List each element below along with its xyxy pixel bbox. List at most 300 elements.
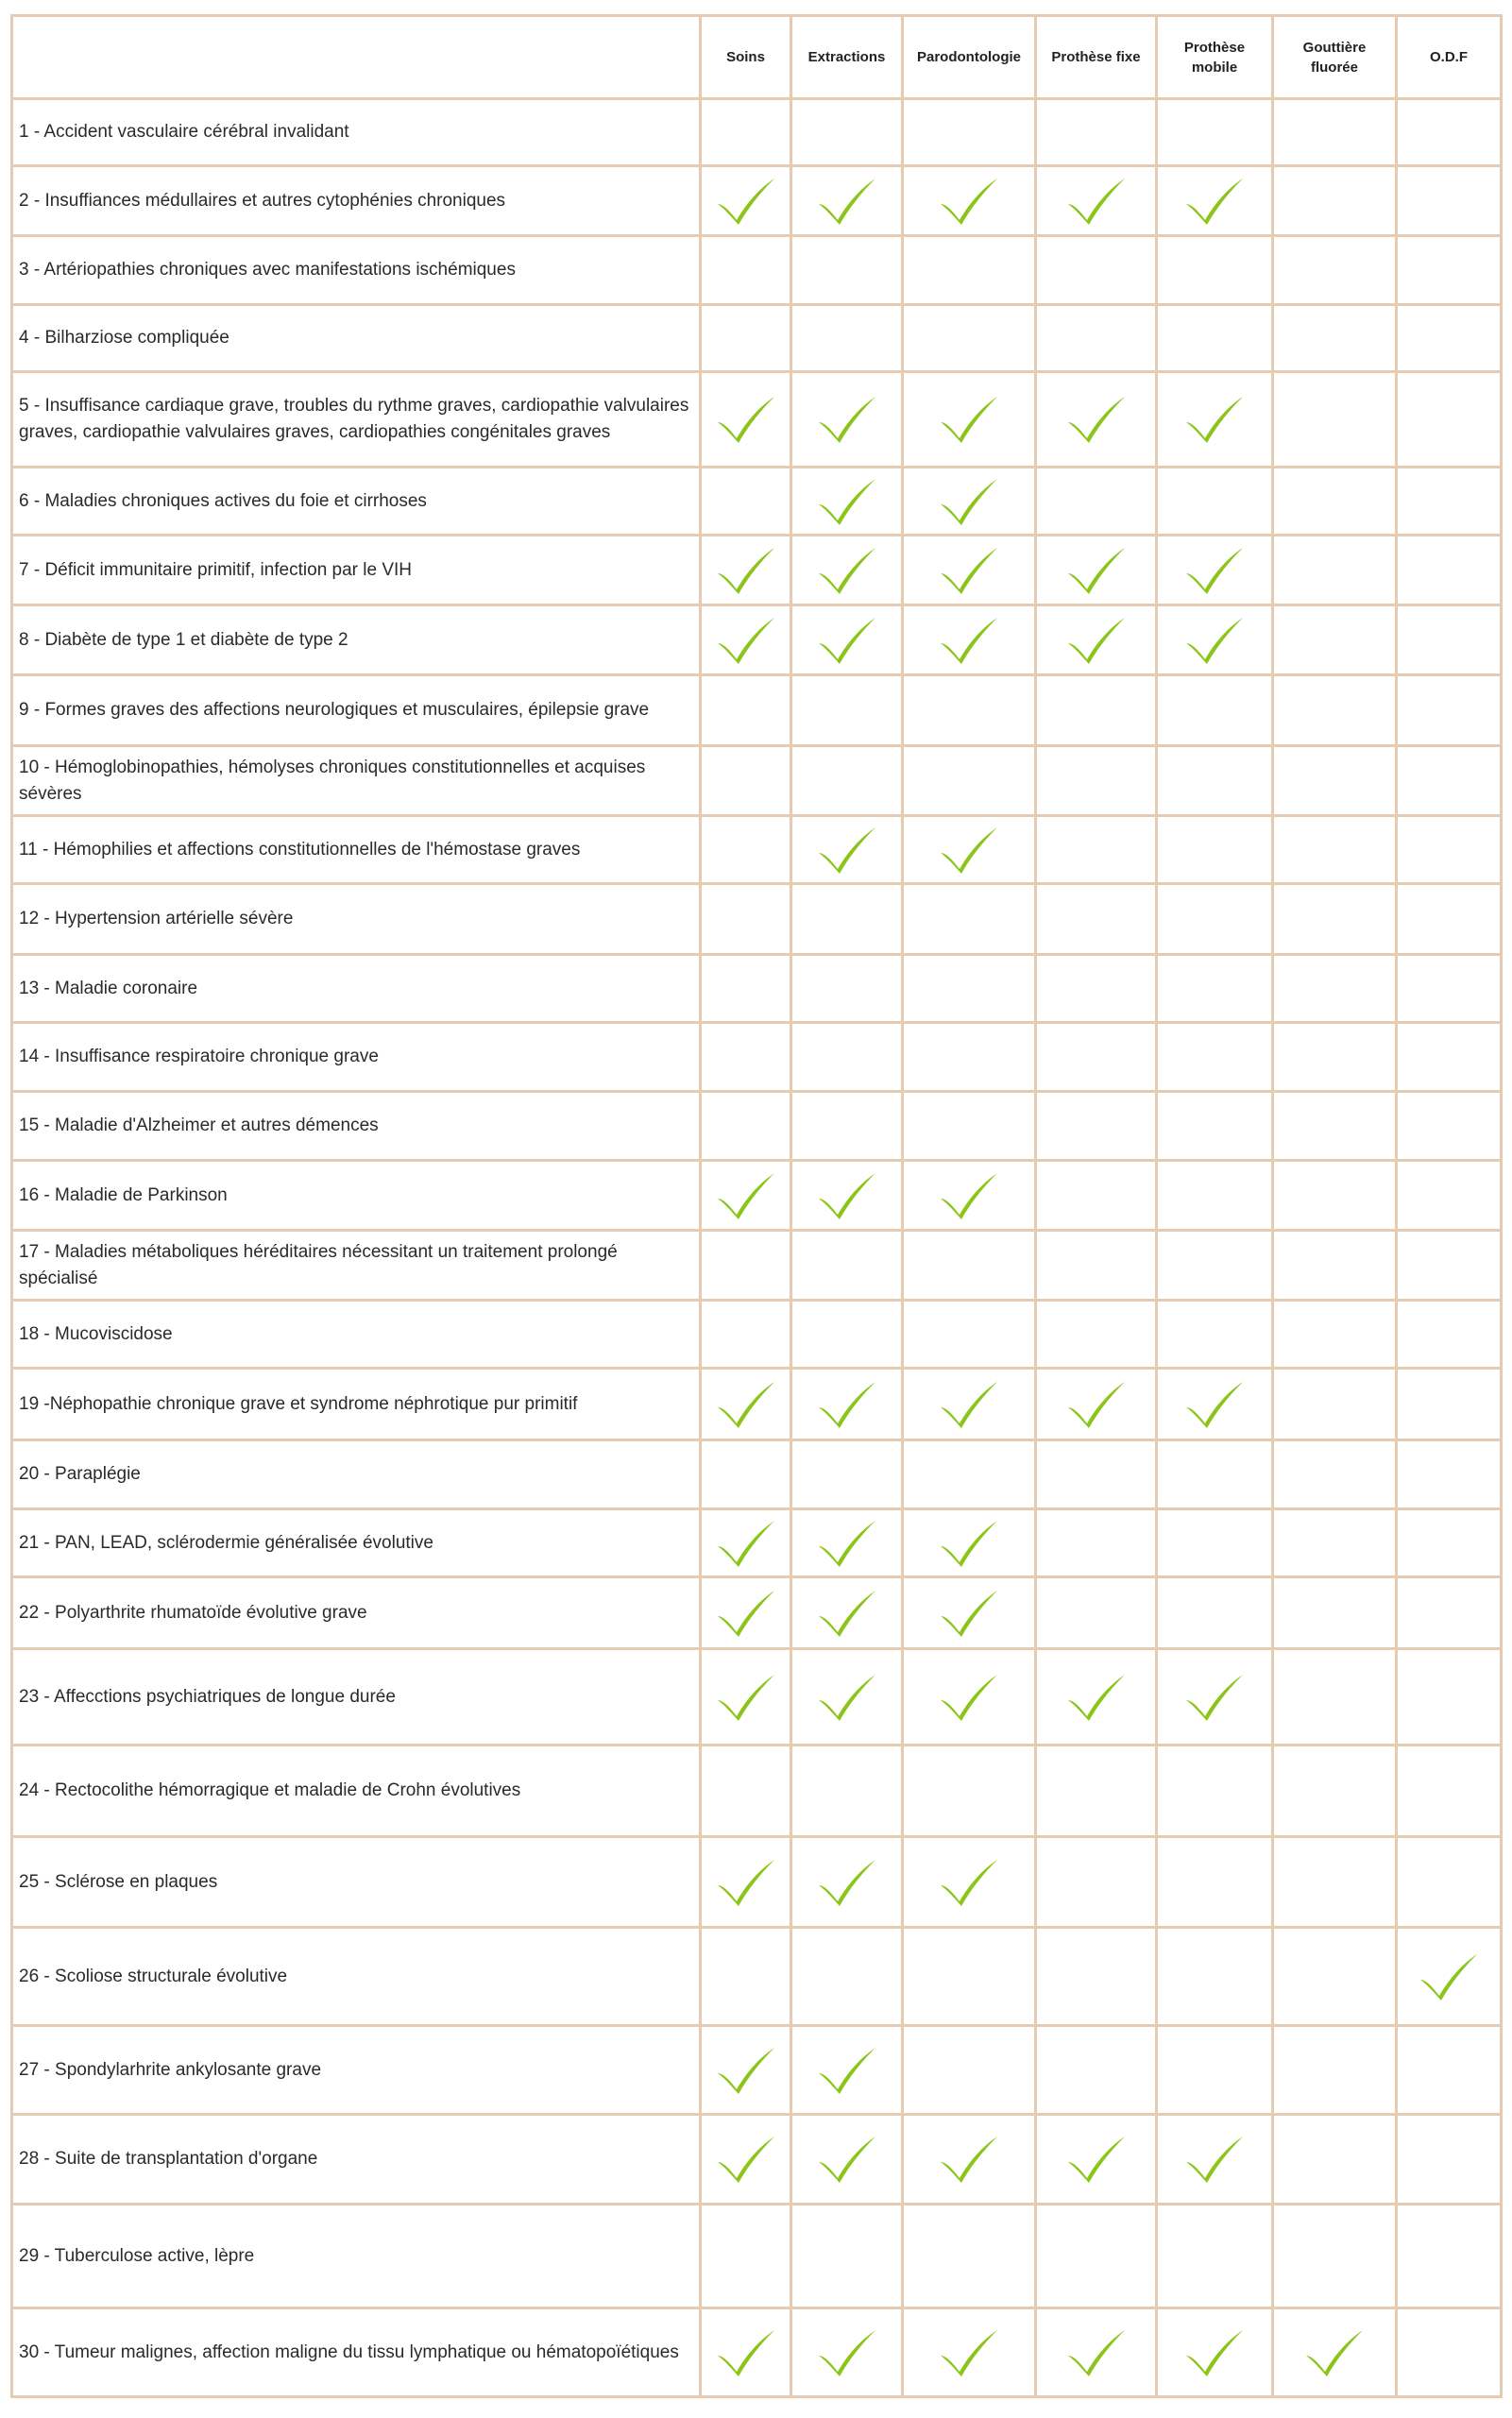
check-cell	[791, 2026, 903, 2115]
check-cell	[1397, 605, 1502, 675]
condition-label: 24 - Rectocolithe hémorragique et maladie de Crohn évolutives	[12, 1745, 701, 1837]
check-cell	[903, 536, 1036, 605]
check-cell	[791, 2115, 903, 2205]
header-row	[12, 16, 1502, 99]
checkmark-icon	[816, 615, 878, 666]
check-cell	[903, 1745, 1036, 1837]
check-cell	[1157, 236, 1273, 305]
check-cell	[1157, 1023, 1273, 1092]
checkmark-icon	[816, 825, 878, 876]
table-row	[12, 372, 1502, 468]
condition-label: 28 - Suite de transplantation d'organe	[12, 2115, 701, 2205]
condition-label: 15 - Maladie d'Alzheimer et autres démences	[12, 1092, 701, 1161]
check-cell	[1036, 1231, 1157, 1301]
table-row	[12, 1092, 1502, 1161]
condition-label: 10 - Hémoglobinopathies, hémolyses chroniques constitutionnelles et acquises sévères	[12, 746, 701, 816]
checkmark-icon	[1065, 1379, 1128, 1430]
check-cell	[903, 675, 1036, 746]
check-cell	[1273, 1231, 1397, 1301]
check-cell	[1036, 884, 1157, 955]
check-cell	[791, 536, 903, 605]
checkmark-icon	[1065, 2134, 1128, 2185]
checkmark-icon	[816, 1672, 878, 1723]
check-cell	[1157, 1837, 1273, 1928]
check-cell	[903, 1577, 1036, 1649]
check-cell	[791, 1577, 903, 1649]
table-row	[12, 1023, 1502, 1092]
check-cell	[791, 884, 903, 955]
condition-label: 19 -Néphopathie chronique grave et syndrome néphrotique pur primitif	[12, 1369, 701, 1440]
table-row	[12, 2205, 1502, 2308]
ald-dental-care-table	[10, 14, 1503, 2398]
check-cell	[791, 236, 903, 305]
check-cell	[1397, 884, 1502, 955]
check-cell	[1397, 1509, 1502, 1577]
checkmark-icon	[715, 394, 777, 445]
check-cell	[903, 1092, 1036, 1161]
checkmark-icon	[1065, 1672, 1128, 1723]
table-row	[12, 1928, 1502, 2026]
check-cell	[1397, 1301, 1502, 1369]
table-container	[10, 14, 1503, 2398]
check-cell	[1036, 2308, 1157, 2397]
check-cell	[1036, 955, 1157, 1023]
check-cell	[701, 1369, 791, 1440]
condition-label: 9 - Formes graves des affections neurologiques et musculaires, épilepsie grave	[12, 675, 701, 746]
check-cell	[1157, 1745, 1273, 1837]
check-cell	[1273, 372, 1397, 468]
checkmark-icon	[938, 394, 1000, 445]
check-cell	[903, 305, 1036, 372]
table-row	[12, 236, 1502, 305]
check-cell	[791, 1745, 903, 1837]
check-cell	[1036, 166, 1157, 236]
check-cell	[1273, 2115, 1397, 2205]
checkmark-icon	[816, 176, 878, 227]
check-cell	[1157, 816, 1273, 884]
check-cell	[1273, 1369, 1397, 1440]
table-row	[12, 1231, 1502, 1301]
check-cell	[1157, 675, 1273, 746]
table-row	[12, 955, 1502, 1023]
check-cell	[1036, 1301, 1157, 1369]
check-cell	[701, 2026, 791, 2115]
checkmark-icon	[816, 1518, 878, 1569]
check-cell	[1157, 1301, 1273, 1369]
check-cell	[903, 955, 1036, 1023]
check-cell	[701, 1023, 791, 1092]
check-cell	[1273, 305, 1397, 372]
check-cell	[1273, 536, 1397, 605]
check-cell	[1157, 884, 1273, 955]
check-cell	[1397, 2308, 1502, 2397]
check-cell	[1273, 99, 1397, 166]
column-header: Prothèse fixe	[1036, 16, 1157, 99]
check-cell	[903, 1161, 1036, 1231]
table-row	[12, 99, 1502, 166]
check-cell	[701, 1837, 791, 1928]
check-cell	[701, 1440, 791, 1509]
check-cell	[903, 1301, 1036, 1369]
check-cell	[701, 1928, 791, 2026]
checkmark-icon	[816, 476, 878, 527]
check-cell	[791, 1231, 903, 1301]
checkmark-icon	[1183, 545, 1246, 596]
check-cell	[1036, 1649, 1157, 1745]
check-cell	[791, 605, 903, 675]
check-cell	[903, 99, 1036, 166]
table-row	[12, 1837, 1502, 1928]
check-cell	[1397, 1023, 1502, 1092]
check-cell	[1036, 1023, 1157, 1092]
condition-label: 11 - Hémophilies et affections constitutionnelles de l'hémostase graves	[12, 816, 701, 884]
check-cell	[1397, 955, 1502, 1023]
condition-label: 7 - Déficit immunitaire primitif, infection par le VIH	[12, 536, 701, 605]
check-cell	[903, 372, 1036, 468]
condition-label: 6 - Maladies chroniques actives du foie et cirrhoses	[12, 468, 701, 536]
check-cell	[701, 1092, 791, 1161]
check-cell	[1273, 605, 1397, 675]
table-row	[12, 1440, 1502, 1509]
checkmark-icon	[715, 176, 777, 227]
check-cell	[903, 1369, 1036, 1440]
table-row	[12, 166, 1502, 236]
table-row	[12, 305, 1502, 372]
check-cell	[1036, 675, 1157, 746]
check-cell	[1157, 1231, 1273, 1301]
check-cell	[1157, 305, 1273, 372]
checkmark-icon	[938, 476, 1000, 527]
check-cell	[1273, 468, 1397, 536]
check-cell	[1157, 2026, 1273, 2115]
checkmark-icon	[1183, 176, 1246, 227]
header-empty-cell	[12, 16, 701, 99]
check-cell	[1397, 1649, 1502, 1745]
checkmark-icon	[938, 176, 1000, 227]
condition-label: 21 - PAN, LEAD, sclérodermie généralisée évolutive	[12, 1509, 701, 1577]
check-cell	[701, 1301, 791, 1369]
check-cell	[1397, 746, 1502, 816]
check-cell	[791, 955, 903, 1023]
check-cell	[1273, 2026, 1397, 2115]
check-cell	[791, 1837, 903, 1928]
check-cell	[1157, 1509, 1273, 1577]
check-cell	[1036, 236, 1157, 305]
check-cell	[1157, 1649, 1273, 1745]
checkmark-icon	[816, 2045, 878, 2096]
checkmark-icon	[715, 1857, 777, 1908]
checkmark-icon	[715, 1672, 777, 1723]
check-cell	[791, 1301, 903, 1369]
check-cell	[1036, 305, 1157, 372]
check-cell	[1036, 1440, 1157, 1509]
check-cell	[1036, 99, 1157, 166]
table-row	[12, 746, 1502, 816]
check-cell	[903, 2308, 1036, 2397]
check-cell	[903, 746, 1036, 816]
checkmark-icon	[816, 394, 878, 445]
check-cell	[1157, 1440, 1273, 1509]
check-cell	[1036, 1161, 1157, 1231]
checkmark-icon	[938, 1588, 1000, 1639]
check-cell	[791, 2308, 903, 2397]
check-cell	[1036, 1369, 1157, 1440]
checkmark-icon	[938, 1379, 1000, 1430]
check-cell	[1036, 468, 1157, 536]
check-cell	[701, 1649, 791, 1745]
checkmark-icon	[938, 545, 1000, 596]
check-cell	[1036, 1577, 1157, 1649]
table-row	[12, 1161, 1502, 1231]
table-row	[12, 816, 1502, 884]
condition-label: 26 - Scoliose structurale évolutive	[12, 1928, 701, 2026]
check-cell	[903, 605, 1036, 675]
check-cell	[1157, 1928, 1273, 2026]
check-cell	[701, 2115, 791, 2205]
check-cell	[903, 1231, 1036, 1301]
check-cell	[1397, 166, 1502, 236]
check-cell	[1397, 2205, 1502, 2308]
check-cell	[903, 1440, 1036, 1509]
check-cell	[1157, 468, 1273, 536]
column-header: Extractions	[791, 16, 903, 99]
checkmark-icon	[938, 2327, 1000, 2378]
check-cell	[1157, 166, 1273, 236]
check-cell	[1397, 1928, 1502, 2026]
check-cell	[791, 1509, 903, 1577]
checkmark-icon	[938, 825, 1000, 876]
check-cell	[903, 816, 1036, 884]
condition-label: 4 - Bilharziose compliquée	[12, 305, 701, 372]
condition-label: 25 - Sclérose en plaques	[12, 1837, 701, 1928]
checkmark-icon	[715, 1588, 777, 1639]
table-row	[12, 1369, 1502, 1440]
checkmark-icon	[1183, 1379, 1246, 1430]
check-cell	[1273, 1023, 1397, 1092]
check-cell	[903, 2205, 1036, 2308]
check-cell	[1273, 1161, 1397, 1231]
check-cell	[1273, 1301, 1397, 1369]
check-cell	[1157, 536, 1273, 605]
check-cell	[791, 1649, 903, 1745]
checkmark-icon	[1183, 615, 1246, 666]
table-row	[12, 675, 1502, 746]
check-cell	[791, 1369, 903, 1440]
check-cell	[1036, 746, 1157, 816]
check-cell	[1036, 1092, 1157, 1161]
check-cell	[1273, 1837, 1397, 1928]
check-cell	[1397, 1161, 1502, 1231]
table-row	[12, 1649, 1502, 1745]
check-cell	[1036, 1928, 1157, 2026]
check-cell	[701, 236, 791, 305]
check-cell	[1273, 236, 1397, 305]
check-cell	[1036, 1509, 1157, 1577]
column-header: Soins	[701, 16, 791, 99]
check-cell	[1157, 605, 1273, 675]
check-cell	[791, 1161, 903, 1231]
check-cell	[903, 1649, 1036, 1745]
check-cell	[791, 816, 903, 884]
condition-label: 17 - Maladies métaboliques héréditaires nécessitant un traitement prolongé spécialisé	[12, 1231, 701, 1301]
check-cell	[1397, 1440, 1502, 1509]
condition-label: 27 - Spondylarhrite ankylosante grave	[12, 2026, 701, 2115]
check-cell	[1397, 236, 1502, 305]
check-cell	[1157, 1092, 1273, 1161]
check-cell	[701, 2308, 791, 2397]
checkmark-icon	[715, 2045, 777, 2096]
check-cell	[1157, 372, 1273, 468]
check-cell	[1036, 605, 1157, 675]
check-cell	[701, 2205, 791, 2308]
condition-label: 2 - Insuffiances médullaires et autres cytophénies chroniques	[12, 166, 701, 236]
column-header: Gouttière fluorée	[1273, 16, 1397, 99]
check-cell	[1157, 955, 1273, 1023]
check-cell	[701, 166, 791, 236]
check-cell	[1157, 2308, 1273, 2397]
checkmark-icon	[1065, 2327, 1128, 2378]
condition-label: 12 - Hypertension artérielle sévère	[12, 884, 701, 955]
checkmark-icon	[1183, 2134, 1246, 2185]
check-cell	[903, 468, 1036, 536]
check-cell	[1273, 955, 1397, 1023]
column-header: Prothèse mobile	[1157, 16, 1273, 99]
check-cell	[1157, 99, 1273, 166]
table-row	[12, 1745, 1502, 1837]
condition-label: 18 - Mucoviscidose	[12, 1301, 701, 1369]
check-cell	[791, 1092, 903, 1161]
checkmark-icon	[938, 1518, 1000, 1569]
check-cell	[903, 236, 1036, 305]
check-cell	[1273, 166, 1397, 236]
check-cell	[791, 746, 903, 816]
table-row	[12, 1509, 1502, 1577]
checkmark-icon	[715, 2134, 777, 2185]
check-cell	[791, 2205, 903, 2308]
check-cell	[701, 1161, 791, 1231]
check-cell	[1036, 1745, 1157, 1837]
check-cell	[1397, 99, 1502, 166]
check-cell	[701, 746, 791, 816]
checkmark-icon	[715, 1518, 777, 1569]
check-cell	[701, 99, 791, 166]
check-cell	[1036, 816, 1157, 884]
checkmark-icon	[816, 1379, 878, 1430]
check-cell	[1397, 305, 1502, 372]
check-cell	[1157, 1161, 1273, 1231]
check-cell	[1397, 1745, 1502, 1837]
checkmark-icon	[715, 615, 777, 666]
check-cell	[1157, 2205, 1273, 2308]
checkmark-icon	[938, 1857, 1000, 1908]
check-cell	[903, 2115, 1036, 2205]
checkmark-icon	[938, 1170, 1000, 1221]
condition-label: 23 - Affecctions psychiatriques de longue durée	[12, 1649, 701, 1745]
checkmark-icon	[816, 545, 878, 596]
condition-label: 8 - Diabète de type 1 et diabète de type 2	[12, 605, 701, 675]
check-cell	[791, 1440, 903, 1509]
checkmark-icon	[816, 1170, 878, 1221]
check-cell	[1036, 2026, 1157, 2115]
check-cell	[903, 884, 1036, 955]
check-cell	[701, 468, 791, 536]
check-cell	[1273, 816, 1397, 884]
check-cell	[701, 605, 791, 675]
checkmark-icon	[715, 1379, 777, 1430]
table-row	[12, 536, 1502, 605]
check-cell	[903, 1509, 1036, 1577]
checkmark-icon	[816, 1588, 878, 1639]
check-cell	[1397, 536, 1502, 605]
condition-label: 1 - Accident vasculaire cérébral invalidant	[12, 99, 701, 166]
check-cell	[1273, 1928, 1397, 2026]
check-cell	[791, 675, 903, 746]
condition-label: 13 - Maladie coronaire	[12, 955, 701, 1023]
check-cell	[1397, 372, 1502, 468]
condition-label: 3 - Artériopathies chroniques avec manifestations ischémiques	[12, 236, 701, 305]
condition-label: 20 - Paraplégie	[12, 1440, 701, 1509]
check-cell	[1036, 536, 1157, 605]
check-cell	[903, 2026, 1036, 2115]
condition-label: 14 - Insuffisance respiratoire chronique grave	[12, 1023, 701, 1092]
checkmark-icon	[1065, 545, 1128, 596]
check-cell	[701, 1231, 791, 1301]
check-cell	[791, 1928, 903, 2026]
column-header: Parodontologie	[903, 16, 1036, 99]
check-cell	[701, 305, 791, 372]
check-cell	[903, 166, 1036, 236]
check-cell	[1273, 2205, 1397, 2308]
check-cell	[1273, 2308, 1397, 2397]
check-cell	[1397, 1837, 1502, 1928]
check-cell	[1273, 675, 1397, 746]
table-row	[12, 468, 1502, 536]
table-row	[12, 2308, 1502, 2397]
checkmark-icon	[938, 615, 1000, 666]
checkmark-icon	[1065, 394, 1128, 445]
checkmark-icon	[715, 2327, 777, 2378]
check-cell	[1397, 1369, 1502, 1440]
check-cell	[791, 468, 903, 536]
table-row	[12, 2026, 1502, 2115]
check-cell	[701, 884, 791, 955]
check-cell	[1157, 746, 1273, 816]
check-cell	[701, 816, 791, 884]
checkmark-icon	[1183, 2327, 1246, 2378]
condition-label: 30 - Tumeur malignes, affection maligne du tissu lymphatique ou hématopoïétiques	[12, 2308, 701, 2397]
check-cell	[701, 1577, 791, 1649]
check-cell	[903, 1928, 1036, 2026]
check-cell	[701, 1509, 791, 1577]
condition-label: 5 - Insuffisance cardiaque grave, troubles du rythme graves, cardiopathie valvulaires graves, cardiopathie valvulaires graves, cardiopathies congénitales graves	[12, 372, 701, 468]
check-cell	[1273, 884, 1397, 955]
checkmark-icon	[938, 2134, 1000, 2185]
column-header: O.D.F	[1397, 16, 1502, 99]
condition-label: 16 - Maladie de Parkinson	[12, 1161, 701, 1231]
check-cell	[1157, 1577, 1273, 1649]
check-cell	[1036, 372, 1157, 468]
check-cell	[903, 1837, 1036, 1928]
checkmark-icon	[715, 1170, 777, 1221]
check-cell	[791, 305, 903, 372]
check-cell	[791, 372, 903, 468]
check-cell	[791, 1023, 903, 1092]
check-cell	[1273, 1577, 1397, 1649]
check-cell	[1036, 2115, 1157, 2205]
check-cell	[1273, 1440, 1397, 1509]
check-cell	[1397, 1231, 1502, 1301]
condition-label: 29 - Tuberculose active, lèpre	[12, 2205, 701, 2308]
